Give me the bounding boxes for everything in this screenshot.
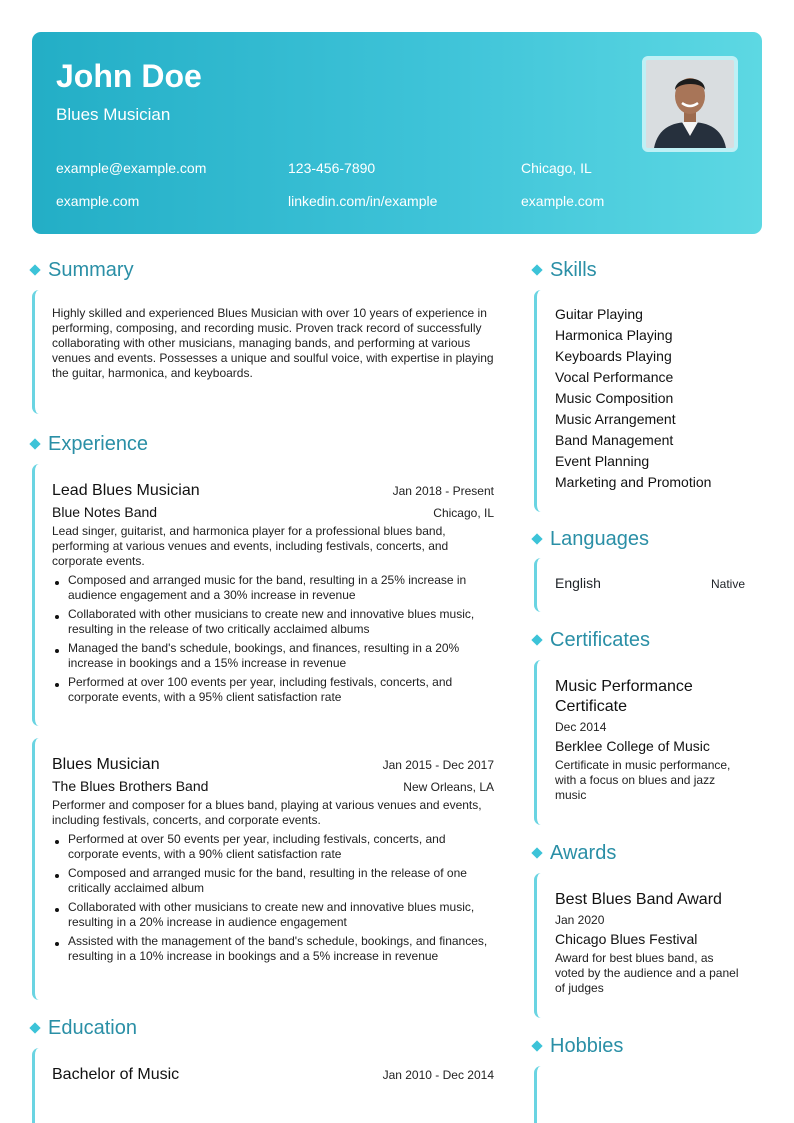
job-date: Jan 2015 - Dec 2017 bbox=[382, 758, 494, 772]
diamond-icon bbox=[531, 1040, 542, 1051]
skill-item: Harmonica Playing bbox=[555, 327, 673, 343]
certificate-entry bbox=[534, 660, 749, 825]
certificate-date: Dec 2014 bbox=[555, 720, 607, 734]
certificate-title: Music Performance Certificate bbox=[555, 678, 693, 715]
diamond-icon bbox=[29, 438, 40, 449]
languages-block bbox=[534, 558, 749, 612]
language-level: Native bbox=[710, 577, 745, 591]
skill-item: Event Planning bbox=[555, 453, 650, 469]
summary-block bbox=[32, 290, 494, 414]
education-degree: Bachelor of Music bbox=[52, 1066, 180, 1083]
contact-location: Chicago, IL bbox=[521, 160, 592, 176]
list-item: Assisted with the management of the band's schedule, bookings, and finances, resulting in a 10% increase in bookings and a 5% increase in revenue bbox=[52, 934, 494, 964]
job-bullets bbox=[52, 573, 494, 705]
section-skills-title bbox=[532, 257, 597, 283]
job-title: Lead Blues Musician bbox=[52, 482, 200, 499]
skill-item: Guitar Playing bbox=[555, 306, 643, 322]
diamond-icon bbox=[531, 533, 542, 544]
section-languages-title bbox=[532, 526, 649, 552]
skill-item: Music Composition bbox=[555, 390, 674, 406]
contact-website[interactable]: example.com bbox=[56, 193, 140, 209]
language-name: English bbox=[555, 575, 601, 591]
section-experience-title bbox=[30, 431, 148, 457]
skill-item: Band Management bbox=[555, 432, 674, 448]
job-bullets bbox=[52, 832, 494, 964]
list-item: Collaborated with other musicians to create new and innovative blues music, resulting in the release of two critically acclaimed albums bbox=[52, 607, 494, 637]
job-description: Performer and composer for a blues band, playing at various venues and events, including festivals, concerts, and corporate events. bbox=[52, 798, 482, 827]
skill-item: Keyboards Playing bbox=[555, 348, 672, 364]
section-title-text: Languages bbox=[550, 528, 649, 550]
contact-linkedin[interactable]: linkedin.com/in/example bbox=[288, 193, 438, 209]
section-summary-title bbox=[30, 257, 134, 283]
section-title-text: Certificates bbox=[550, 629, 651, 651]
contact-email[interactable]: example@example.com bbox=[56, 160, 207, 176]
job-date: Jan 2018 - Present bbox=[392, 484, 494, 498]
certificate-issuer: Berklee College of Music bbox=[555, 738, 710, 754]
job-company: Blue Notes Band bbox=[52, 504, 158, 520]
section-title-text: Awards bbox=[550, 842, 617, 864]
section-title-text: Hobbies bbox=[550, 1035, 624, 1057]
section-title-text: Summary bbox=[48, 259, 134, 281]
list-item: Collaborated with other musicians to create new and innovative blues music, resulting in a 20% increase in audience engagement bbox=[52, 900, 494, 930]
skill-item: Vocal Performance bbox=[555, 369, 674, 385]
person-avatar-icon bbox=[646, 60, 734, 148]
section-hobbies-title bbox=[532, 1033, 623, 1059]
list-item: Performed at over 100 events per year, including festivals, concerts, and corporate events, with a 95% client satisfaction rate bbox=[52, 675, 494, 705]
resume-header bbox=[32, 32, 762, 234]
list-item: Composed and arranged music for the band, resulting in a 25% increase in audience engagement and a 30% increase in revenue bbox=[52, 573, 494, 603]
hobbies-block bbox=[534, 1066, 749, 1123]
education-date: Jan 2010 - Dec 2014 bbox=[382, 1068, 494, 1082]
job-company: The Blues Brothers Band bbox=[52, 778, 209, 794]
skill-item: Marketing and Promotion bbox=[555, 474, 712, 490]
profile-photo bbox=[642, 56, 738, 152]
list-item: Managed the band's schedule, bookings, and finances, resulting in a 20% increase in bookings and a 15% increase in revenue bbox=[52, 641, 494, 671]
section-education-title bbox=[30, 1015, 137, 1041]
diamond-icon bbox=[29, 264, 40, 275]
section-title-text: Experience bbox=[48, 433, 149, 455]
job-location: New Orleans, LA bbox=[403, 780, 494, 794]
award-date: Jan 2020 bbox=[555, 913, 605, 927]
candidate-title: Blues Musician bbox=[56, 105, 171, 124]
award-description: Award for best blues band, as voted by the audience and a panel of judges bbox=[555, 951, 739, 995]
section-title-text: Education bbox=[48, 1017, 137, 1039]
experience-entry bbox=[32, 464, 494, 726]
job-description: Lead singer, guitarist, and harmonica player for a professional blues band, performing at various venues and events, including festivals, concerts, and corporate events. bbox=[52, 524, 449, 568]
education-entry bbox=[32, 1048, 494, 1123]
contact-phone[interactable]: 123-456-7890 bbox=[288, 160, 376, 176]
skills-block bbox=[534, 290, 749, 512]
section-title-text: Skills bbox=[550, 259, 597, 281]
job-location: Chicago, IL bbox=[433, 506, 494, 520]
certificate-description: Certificate in music performance, with a focus on blues and jazz music bbox=[555, 758, 731, 802]
summary-text: Highly skilled and experienced Blues Musician with over 10 years of experience in performing, composing, and recording music. Proven track record of successfully collaborating with other musicians, managing bands, and performing at various venues and events. Possesses a unique and soulful voice, with expertise in playing the guitar, harmonica, and keyboards. bbox=[52, 306, 494, 380]
diamond-icon bbox=[29, 1022, 40, 1033]
skill-item: Music Arrangement bbox=[555, 411, 676, 427]
award-entry bbox=[534, 873, 749, 1018]
contact-website-2[interactable]: example.com bbox=[521, 193, 605, 209]
section-awards-title bbox=[532, 840, 616, 866]
diamond-icon bbox=[531, 264, 542, 275]
job-title: Blues Musician bbox=[52, 756, 160, 773]
award-title: Best Blues Band Award bbox=[555, 891, 722, 908]
award-issuer: Chicago Blues Festival bbox=[555, 931, 698, 947]
diamond-icon bbox=[531, 634, 542, 645]
list-item: Performed at over 50 events per year, including festivals, concerts, and corporate events, with a 90% client satisfaction rate bbox=[52, 832, 494, 862]
experience-entry bbox=[32, 738, 494, 1000]
list-item: Composed and arranged music for the band, resulting in the release of one critically acclaimed album bbox=[52, 866, 494, 896]
candidate-name: John Doe bbox=[56, 58, 202, 94]
section-certificates-title bbox=[532, 627, 650, 653]
diamond-icon bbox=[531, 847, 542, 858]
